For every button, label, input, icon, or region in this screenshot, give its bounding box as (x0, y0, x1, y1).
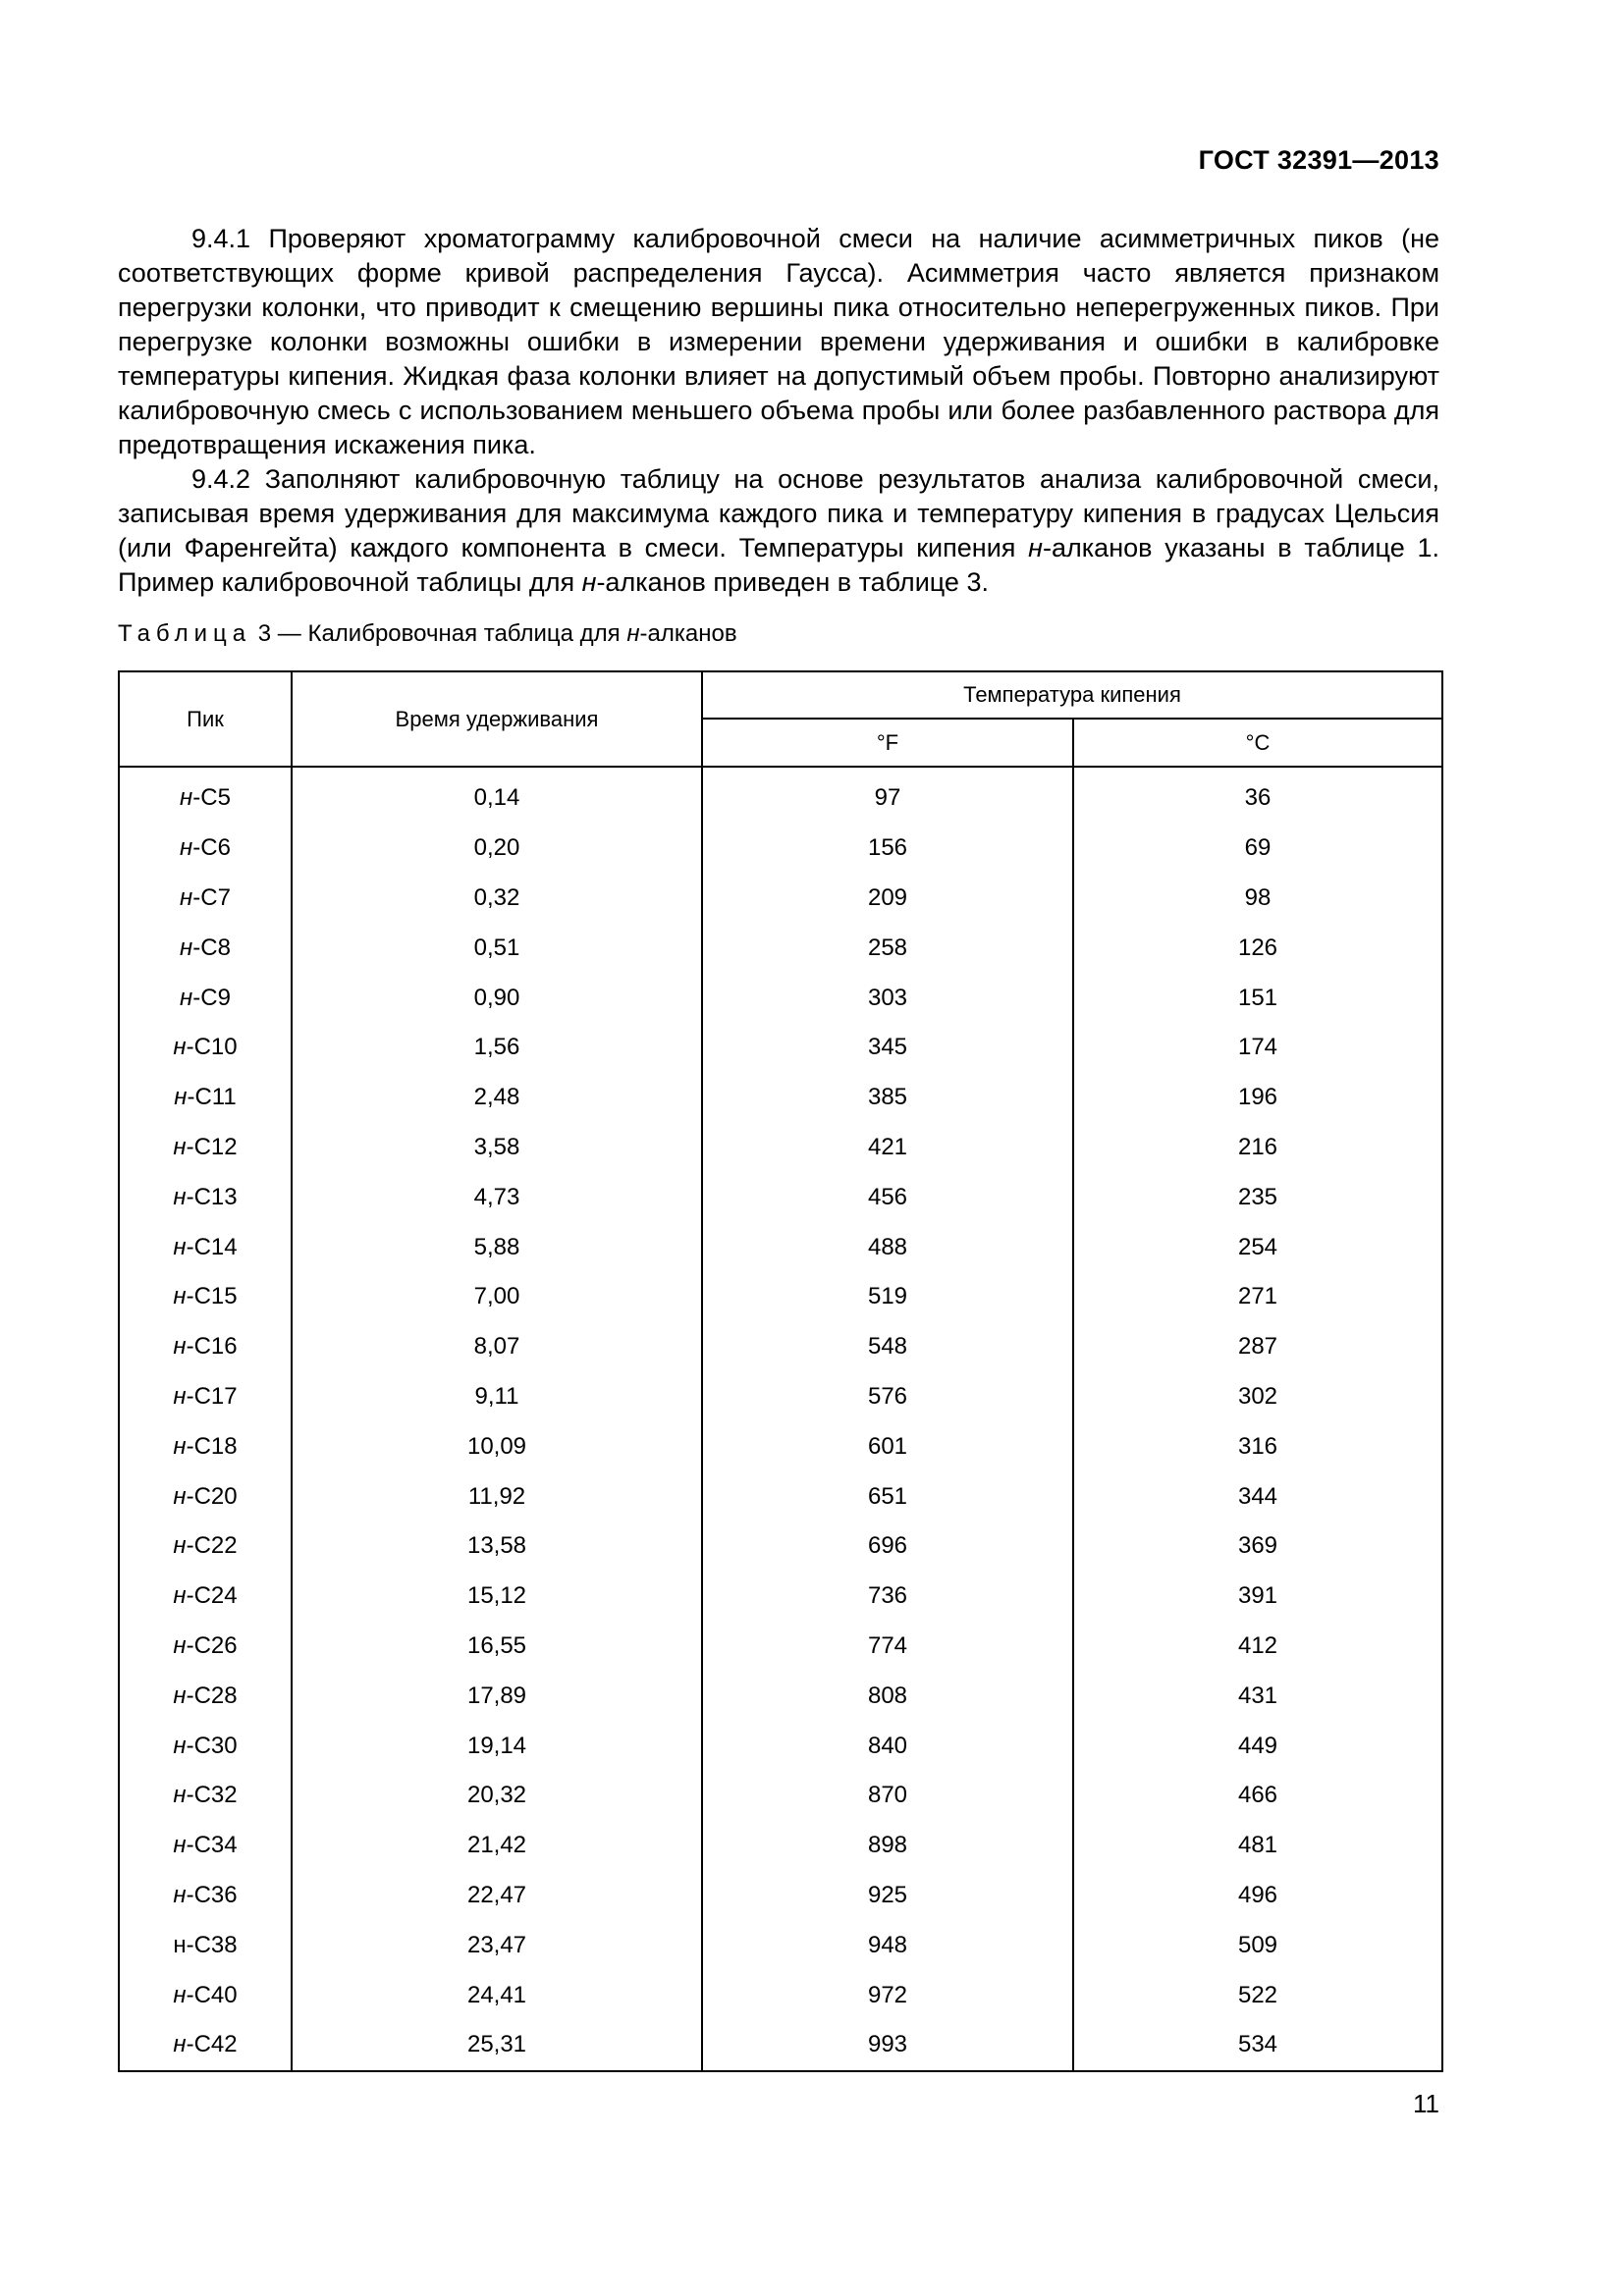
celsius-cell: 98 (1073, 874, 1442, 924)
table-row (119, 1471, 1442, 1522)
peak-cell: н-C34 (119, 1821, 292, 1871)
table-row (119, 1821, 1442, 1871)
body-text (118, 222, 1439, 600)
peak-cell: н-C17 (119, 1372, 292, 1422)
celsius-cell: 449 (1073, 1721, 1442, 1771)
paragraph-9-4-2: 9.4.2 Заполняют калибровочную таблицу на основе результатов анализа калибровочной смеси, записывая время удерживания для максимума каждого пика и температуру кипения в градусах Цельсия (или Фаренгейта) каждого компонента в смеси. Температуры кипения н-алканов указаны в таблице 1. Пример калибровочной таблицы для н-алканов приведен в таблице 3. (118, 464, 1439, 597)
retention-time-cell: 13,58 (292, 1522, 702, 1572)
peak-cell: н-C10 (119, 1023, 292, 1073)
retention-time-cell: 0,14 (292, 767, 702, 824)
peak-cell: н-C30 (119, 1721, 292, 1771)
peak-cell: н-C8 (119, 923, 292, 973)
celsius-cell: 151 (1073, 973, 1442, 1023)
celsius-cell: 126 (1073, 923, 1442, 973)
fahrenheit-cell: 456 (702, 1172, 1073, 1222)
celsius-cell: 69 (1073, 824, 1442, 874)
retention-time-cell: 1,56 (292, 1023, 702, 1073)
table-row (119, 1272, 1442, 1322)
celsius-cell: 431 (1073, 1671, 1442, 1721)
fahrenheit-cell: 993 (702, 2020, 1073, 2071)
celsius-cell: 196 (1073, 1073, 1442, 1123)
table-row (119, 824, 1442, 874)
retention-time-cell: 7,00 (292, 1272, 702, 1322)
header-retention-time: Время удерживания (292, 671, 702, 767)
table-row (119, 1871, 1442, 1921)
celsius-cell: 481 (1073, 1821, 1442, 1871)
fahrenheit-cell: 303 (702, 973, 1073, 1023)
peak-cell: н-C11 (119, 1073, 292, 1123)
peak-cell: н-C9 (119, 973, 292, 1023)
retention-time-cell: 0,51 (292, 923, 702, 973)
table-row (119, 767, 1442, 824)
celsius-cell: 174 (1073, 1023, 1442, 1073)
celsius-cell: 271 (1073, 1272, 1442, 1322)
peak-cell: н-C14 (119, 1222, 292, 1272)
fahrenheit-cell: 736 (702, 1572, 1073, 1622)
celsius-cell: 534 (1073, 2020, 1442, 2071)
retention-time-cell: 5,88 (292, 1222, 702, 1272)
fahrenheit-cell: 898 (702, 1821, 1073, 1871)
fahrenheit-cell: 548 (702, 1322, 1073, 1372)
fahrenheit-cell: 696 (702, 1522, 1073, 1572)
table-row (119, 1222, 1442, 1272)
fahrenheit-cell: 488 (702, 1222, 1073, 1272)
retention-time-cell: 11,92 (292, 1471, 702, 1522)
table-row (119, 1671, 1442, 1721)
retention-time-cell: 22,47 (292, 1871, 702, 1921)
document-code: ГОСТ 32391—2013 (1198, 145, 1439, 175)
fahrenheit-cell: 972 (702, 1970, 1073, 2020)
peak-cell: н-C24 (119, 1572, 292, 1622)
fahrenheit-cell: 421 (702, 1123, 1073, 1173)
retention-time-cell: 17,89 (292, 1671, 702, 1721)
table-row (119, 1622, 1442, 1672)
celsius-cell: 391 (1073, 1572, 1442, 1622)
celsius-cell: 369 (1073, 1522, 1442, 1572)
calibration-table (118, 670, 1443, 2072)
celsius-cell: 522 (1073, 1970, 1442, 2020)
table-row (119, 1123, 1442, 1173)
retention-time-cell: 4,73 (292, 1172, 702, 1222)
fahrenheit-cell: 840 (702, 1721, 1073, 1771)
peak-cell: н-C32 (119, 1771, 292, 1821)
peak-cell: н-C18 (119, 1421, 292, 1471)
peak-cell: н-C5 (119, 767, 292, 824)
retention-time-cell: 0,90 (292, 973, 702, 1023)
fahrenheit-cell: 519 (702, 1272, 1073, 1322)
peak-cell: н-C28 (119, 1671, 292, 1721)
peak-cell: н-C40 (119, 1970, 292, 2020)
peak-cell: н-C38 (119, 1920, 292, 1970)
celsius-cell: 466 (1073, 1771, 1442, 1821)
retention-time-cell: 23,47 (292, 1920, 702, 1970)
table-row (119, 1023, 1442, 1073)
table-row (119, 1172, 1442, 1222)
celsius-cell: 509 (1073, 1920, 1442, 1970)
peak-cell: н-C20 (119, 1471, 292, 1522)
celsius-cell: 235 (1073, 1172, 1442, 1222)
celsius-cell: 496 (1073, 1871, 1442, 1921)
fahrenheit-cell: 209 (702, 874, 1073, 924)
peak-cell: н-C42 (119, 2020, 292, 2071)
header-boiling-temperature: Температура кипения (702, 671, 1442, 719)
celsius-cell: 316 (1073, 1421, 1442, 1471)
table-caption: Таблица 3 — Калибровочная таблица для н-алканов (118, 620, 737, 647)
paragraph-9-4-1: 9.4.1 Проверяют хроматограмму калибровочной смеси на наличие асимметричных пиков (не соответствующих форме кривой распределения Гаусса). Асимметрия часто является признаком перегрузки колонки, что приводит к смещению вершины пика относительно неперегруженных пиков. При перегрузке колонки возможны ошибки в измерении времени удерживания и ошибки в калибровке температуры кипения. Жидкая фаза колонки влияет на допустимый объем пробы. Повторно анализируют калибровочную смесь с использованием меньшего объема пробы или более разбавленного раствора для предотвращения искажения пика. (118, 224, 1439, 459)
retention-time-cell: 0,20 (292, 824, 702, 874)
retention-time-cell: 25,31 (292, 2020, 702, 2071)
retention-time-cell: 15,12 (292, 1572, 702, 1622)
fahrenheit-cell: 97 (702, 767, 1073, 824)
table-row (119, 1322, 1442, 1372)
table-row (119, 1970, 1442, 2020)
fahrenheit-cell: 774 (702, 1622, 1073, 1672)
celsius-cell: 302 (1073, 1372, 1442, 1422)
fahrenheit-cell: 345 (702, 1023, 1073, 1073)
fahrenheit-cell: 808 (702, 1671, 1073, 1721)
retention-time-cell: 21,42 (292, 1821, 702, 1871)
fahrenheit-cell: 601 (702, 1421, 1073, 1471)
peak-cell: н-C22 (119, 1522, 292, 1572)
fahrenheit-cell: 385 (702, 1073, 1073, 1123)
peak-cell: н-C16 (119, 1322, 292, 1372)
celsius-cell: 412 (1073, 1622, 1442, 1672)
fahrenheit-cell: 948 (702, 1920, 1073, 1970)
celsius-cell: 254 (1073, 1222, 1442, 1272)
fahrenheit-cell: 576 (702, 1372, 1073, 1422)
table-row (119, 923, 1442, 973)
retention-time-cell: 20,32 (292, 1771, 702, 1821)
fahrenheit-cell: 925 (702, 1871, 1073, 1921)
table-row (119, 1073, 1442, 1123)
retention-time-cell: 3,58 (292, 1123, 702, 1173)
header-celsius: °C (1073, 719, 1442, 767)
celsius-cell: 287 (1073, 1322, 1442, 1372)
peak-cell: н-C36 (119, 1871, 292, 1921)
retention-time-cell: 8,07 (292, 1322, 702, 1372)
table-row (119, 1522, 1442, 1572)
table-row (119, 874, 1442, 924)
table-row (119, 1920, 1442, 1970)
retention-time-cell: 2,48 (292, 1073, 702, 1123)
table-row (119, 1372, 1442, 1422)
header-peak: Пик (119, 671, 292, 767)
peak-cell: н-C12 (119, 1123, 292, 1173)
table-row (119, 1771, 1442, 1821)
peak-cell: н-C15 (119, 1272, 292, 1322)
fahrenheit-cell: 156 (702, 824, 1073, 874)
table-row (119, 1572, 1442, 1622)
retention-time-cell: 16,55 (292, 1622, 702, 1672)
retention-time-cell: 24,41 (292, 1970, 702, 2020)
celsius-cell: 36 (1073, 767, 1442, 824)
peak-cell: н-C13 (119, 1172, 292, 1222)
peak-cell: н-C7 (119, 874, 292, 924)
celsius-cell: 344 (1073, 1471, 1442, 1522)
peak-cell: н-C6 (119, 824, 292, 874)
retention-time-cell: 9,11 (292, 1372, 702, 1422)
fahrenheit-cell: 258 (702, 923, 1073, 973)
table-row (119, 1721, 1442, 1771)
peak-cell: н-C26 (119, 1622, 292, 1672)
table-row (119, 1421, 1442, 1471)
celsius-cell: 216 (1073, 1123, 1442, 1173)
fahrenheit-cell: 651 (702, 1471, 1073, 1522)
header-fahrenheit: °F (702, 719, 1073, 767)
table-row (119, 2020, 1442, 2071)
page-number: 11 (1413, 2089, 1439, 2118)
table-row (119, 973, 1442, 1023)
retention-time-cell: 10,09 (292, 1421, 702, 1471)
fahrenheit-cell: 870 (702, 1771, 1073, 1821)
retention-time-cell: 19,14 (292, 1721, 702, 1771)
retention-time-cell: 0,32 (292, 874, 702, 924)
